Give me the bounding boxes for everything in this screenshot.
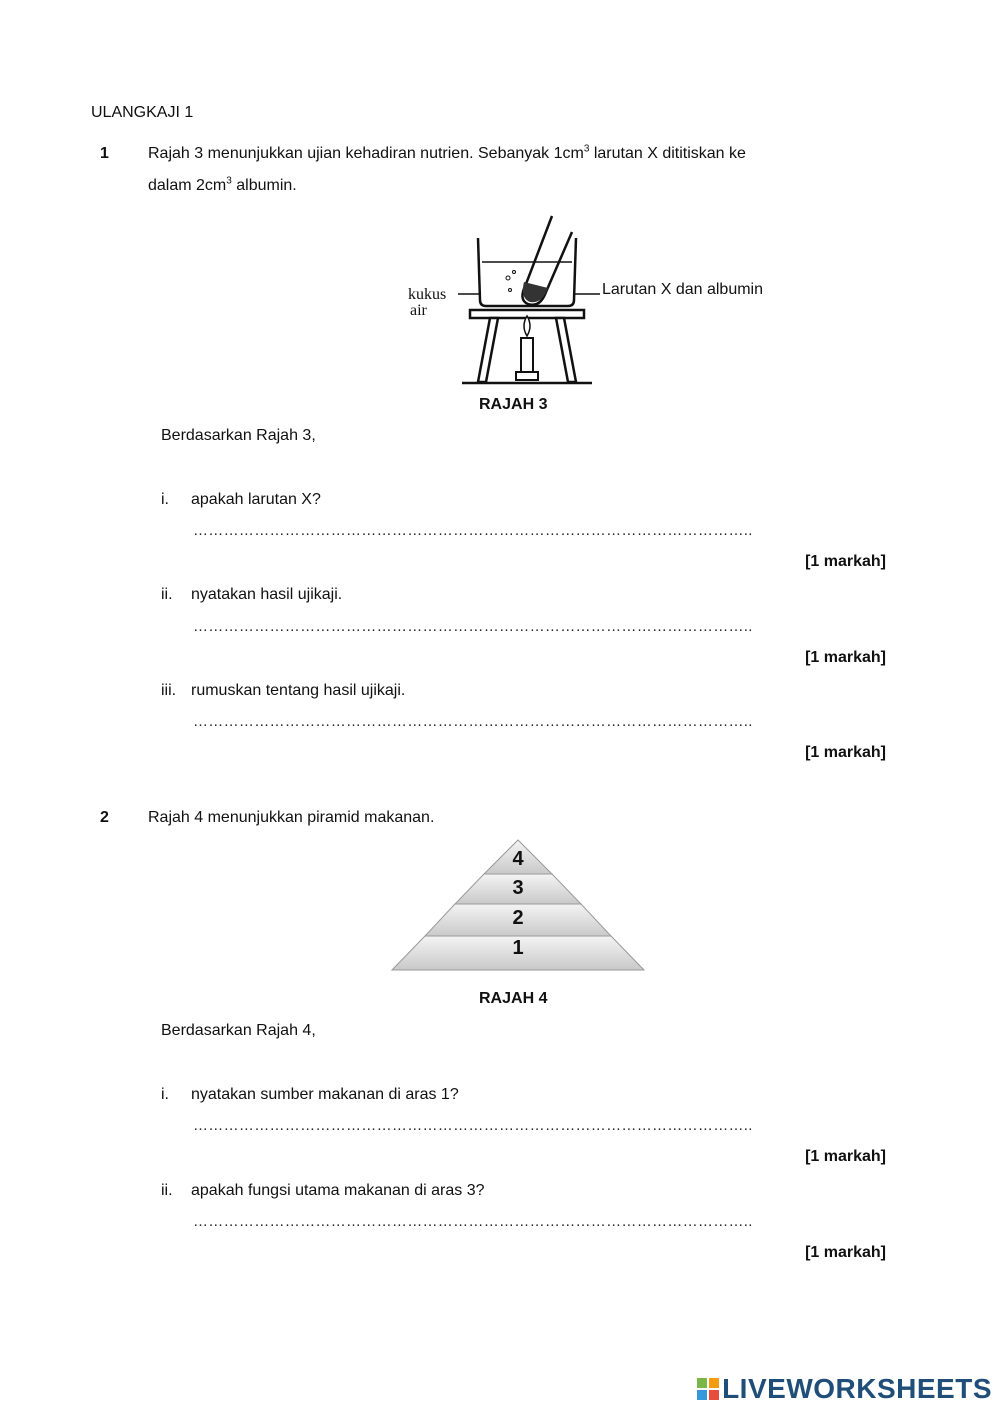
q1-i-text: apakah larutan X?	[191, 491, 321, 508]
figure-caption-rajah-4: RAJAH 4	[479, 990, 548, 1007]
q1-iii-text: rumuskan tentang hasil ujikaji.	[191, 682, 406, 699]
q2-lead-text: Berdasarkan Rajah 4,	[161, 1022, 316, 1039]
q1-line2-part-a: dalam 2cm	[148, 177, 227, 194]
pyramid-label-3: 3	[512, 877, 524, 899]
pyramid-label-1: 1	[512, 937, 524, 959]
label-solution: Larutan X dan albumin	[602, 281, 763, 298]
q2-i-text: nyatakan sumber makanan di aras 1?	[191, 1086, 459, 1103]
tube-liquid	[523, 282, 548, 302]
question-1-text-line1	[148, 144, 746, 164]
question-2-number: 2	[100, 809, 109, 826]
flame	[524, 316, 530, 336]
worksheet-title: ULANGKAJI 1	[91, 104, 194, 121]
q2-i-answer-line[interactable]: ………………………………………………………………………………………………..	[193, 1117, 753, 1134]
q2-ii-text: apakah fungsi utama makanan di aras 3?	[191, 1182, 485, 1199]
q1-lead-text: Berdasarkan Rajah 3,	[161, 427, 316, 444]
q1-ii-marks: [1 markah]	[805, 649, 886, 666]
q1-ii-answer-line[interactable]: ………………………………………………………………………………………………..	[193, 618, 753, 635]
question-1-number: 1	[100, 145, 109, 162]
label-water-bath-line1: kukus	[408, 286, 447, 303]
q1-iii-answer-line[interactable]: ………………………………………………………………………………………………..	[193, 713, 753, 730]
q2-i-marks: [1 markah]	[805, 1148, 886, 1165]
q1-line2-superscript: 3	[226, 175, 232, 187]
label-water-bath-line2: air	[410, 302, 427, 319]
q1-line1-superscript: 3	[583, 143, 590, 155]
q1-i-marks: [1 markah]	[805, 553, 886, 570]
pyramid-label-4: 4	[512, 848, 524, 870]
liveworksheets-logo-icon	[697, 1378, 719, 1400]
q1-line1-part-a: Rajah 3 menunjukkan ujian kehadiran nutrien. Sebanyak 1cm	[148, 145, 584, 162]
q1-line1-part-b: larutan X dititiskan ke	[589, 145, 746, 162]
q2-ii-number: ii.	[161, 1182, 173, 1199]
q2-ii-marks: [1 markah]	[805, 1244, 886, 1261]
pyramid-label-2: 2	[512, 907, 524, 929]
figure-caption-rajah-3: RAJAH 3	[479, 396, 548, 413]
question-2-text: Rajah 4 menunjukkan piramid makanan.	[148, 809, 435, 826]
q2-ii-answer-line[interactable]: ………………………………………………………………………………………………..	[193, 1213, 753, 1230]
liveworksheets-logo[interactable]	[697, 1373, 992, 1405]
q1-line2-part-b: albumin.	[231, 177, 297, 194]
q1-iii-number: iii.	[161, 682, 177, 699]
q1-i-answer-line[interactable]: ………………………………………………………………………………………………..	[193, 522, 753, 539]
liveworksheets-logo-text: LIVEWORKSHEETS	[722, 1373, 992, 1404]
bunsen-burner	[516, 338, 538, 380]
question-1-text-line2	[148, 176, 297, 196]
q1-i-number: i.	[161, 491, 169, 508]
q1-ii-number: ii.	[161, 586, 173, 603]
q1-ii-text: nyatakan hasil ujikaji.	[191, 586, 343, 603]
q2-i-number: i.	[161, 1086, 169, 1103]
q1-iii-marks: [1 markah]	[805, 744, 886, 761]
